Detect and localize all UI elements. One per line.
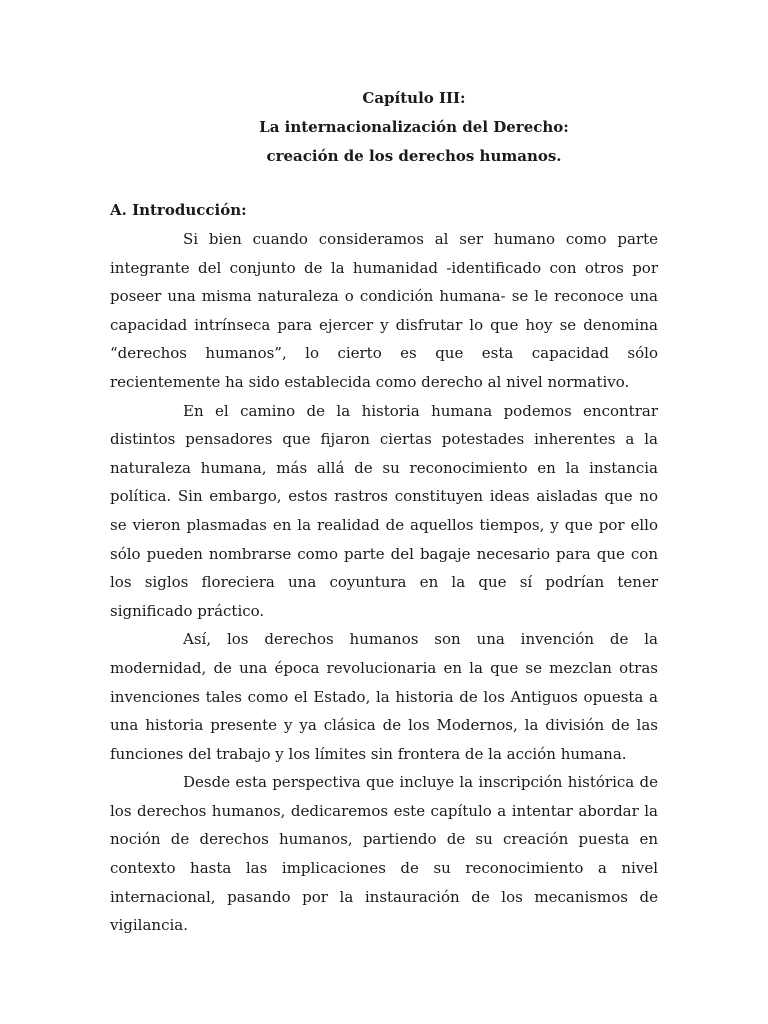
section-heading: A. Introducción:: [110, 201, 247, 219]
chapter-title-line-2: creación de los derechos humanos.: [266, 147, 562, 165]
chapter-title-line-1: La internacionalización del Derecho:: [259, 118, 569, 136]
paragraph-3: Así, los derechos humanos son una invención de la modernidad, de una época revolucionaria en la que se mezclan otras invenciones tales como el Estado, la historia de los Antiguos opuesta a una historia presente y ya clásica de los Modernos, la división de las funciones del trabajo y los límites sin frontera de la acción humana.: [110, 630, 658, 763]
paragraph-4: Desde esta perspectiva que incluye la inscripción histórica de los derechos humanos, dedicaremos este capítulo a intentar abordar la noción de derechos humanos, partiendo de su creación puesta en contexto hasta las implicaciones de su reconocimiento a nivel internacional, pasando por la instauración de los mecanismos de vigilancia.: [110, 773, 658, 935]
chapter-number: Capítulo III:: [362, 89, 466, 107]
chapter-title: [170, 84, 658, 171]
paragraph-1: Si bien cuando consideramos al ser humano como parte integrante del conjunto de la humanidad -identificado con otros por poseer una misma naturaleza o condición humana- se le reconoce una capacidad intrínseca para ejercer y disfrutar lo que hoy se denomina “derechos humanos”, lo cierto es que esta capacidad sólo recientemente ha sido establecida como derecho al nivel normativo.: [110, 230, 658, 391]
paragraph-2: En el camino de la historia humana podemos encontrar distintos pensadores que fijaron ciertas potestades inherentes a la naturaleza humana, más allá de su reconocimiento en la instancia política. Sin embargo, estos rastros constituyen ideas aisladas que no se vieron plasmadas en la realidad de aquellos tiempos, y que por ello sólo pueden nombrarse como parte del bagaje necesario para que con los siglos floreciera una coyuntura en la que sí podrían tener significado práctico.: [110, 401, 658, 620]
document-page: [110, 84, 658, 940]
